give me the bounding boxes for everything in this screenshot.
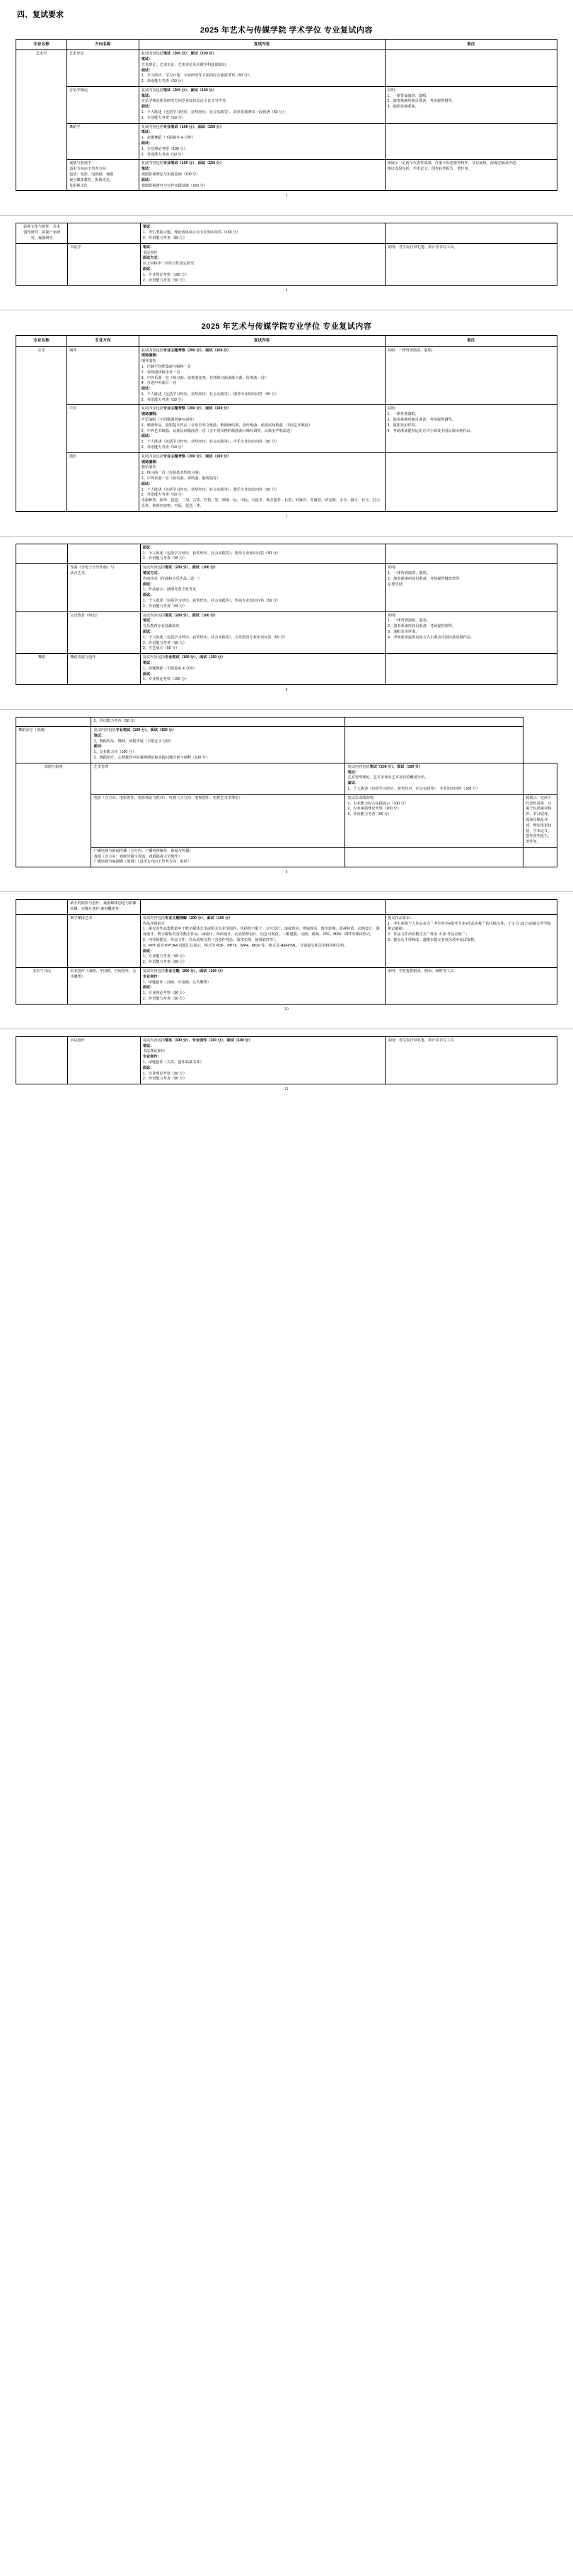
cell-content: 复试内容包括专业笔试（100 分）、面试（150 分） 笔试： 1、舞蹈作品、舞种、风格开展（不限定 2 分钟） 面试： 1、专业能力评（100 分） 2、舞蹈治疗、心理教育中的案例理论和实践问题分析与阐释（100 分） <box>91 726 345 763</box>
cell-content: 复试内容包括专业主题（200 分）、面试（100 分） 专业创作： 1、命题创作（油画、中国画、公共雕塑） 面试： 1、专业理论考察（50 分） 2、外语能力考查（50 分） <box>140 968 385 1005</box>
table-row <box>16 794 557 847</box>
cell-direction: 广播电视与新闻传播（含方向：广播电视编导、新闻与传播） 戏剧（含方向：戏剧导演与表演、戏剧影视文学创作） 广播电视与编剧播（领域）（适用方向由于培养方向：电影） <box>91 847 345 867</box>
table-row <box>16 405 557 452</box>
cell-content <box>345 847 523 867</box>
cell-content: 复试内容包括笔试（200 分）、面试（100 分） 笔试： 艺术管理理论、艺术市场及艺术项目的概述分析。 面试： 1、个人陈述（包括学习经历、获奖经历、社会实践等）、专业知识问答（100 分） <box>345 763 523 794</box>
cell-content: 复试内容包括专业笔试（100 分）、面试（150 分） 笔试： 戏剧影视理论与实践基础（100 分） 面试： 戏剧影视研究与写作实践基础（150 分） <box>139 160 385 191</box>
cell-major: 美术与书法 <box>16 968 68 1005</box>
complex-requirements-table <box>16 544 557 685</box>
cell-major <box>16 564 68 611</box>
cell-note: 说明： 1、一律背谱演唱。 2、演奏系统形曲目准备，考场提供钢琴。 3、演唱及用伴奏。 4、考场准备提供运用方式小调及中国民族风格作品。 <box>385 405 557 452</box>
page-title: 2025 年艺术与传媒学院 学术学位 专业复试内容 <box>199 26 374 35</box>
cell-direction: 美术创作（油画、中国画、空间创作、公共雕塑） <box>68 968 141 1005</box>
cell-major <box>16 611 68 654</box>
cell-note: 提交作品要求： 1、考生须将个人作品及为＂考生姓名+报考专业+作品名称＂的压缩文件，于 3 月 15 日前提交至学院指定邮箱； 2、作品文件命名格式为＂姓名-专业-作品名称＂； 3、提交后不得修改，逾期未提交者视为放弃复试资格。 <box>386 914 557 967</box>
page-number: 9 <box>285 870 288 875</box>
cell-note: 视展示一定两个代表性成果，注重于综述素材构件、节目展现、深度定稿及评述。理论成果包括、学术论文、创作获奖报告、著作等。 <box>523 794 557 847</box>
table-row <box>16 160 557 191</box>
cell-content: 面试： 1、个人陈述（包括学习经历、获奖经历、社会实践等）、器乐专业知识问答（50 分） 2、外语能力考查（50 分） <box>140 544 385 563</box>
cell-content <box>140 900 385 915</box>
table-row <box>16 847 557 867</box>
cell-direction: 艺术评论 <box>66 50 139 87</box>
page-number: 7 <box>285 514 288 519</box>
cell-major: 艺术学 <box>16 50 67 191</box>
complex-requirements-table <box>16 1036 557 1084</box>
cell-content: 复试内容包括专业主题考察（200 分）、面试（100 分） 现场演奏： 器乐演奏 1、练习曲一首（包括技术性练习曲） 2、中外乐曲一首（协奏曲、奏鸣曲、独奏曲等） 面试： 1、个人陈述（包括学习经历、获奖经历、社会实践等）、器乐专业知识问答（50 分） 2、外语能力考查（50 分） 乐器种类：扬琴、琵琶、二胡、古筝、竹笛、笙、唢呐、阮、中阮、大提琴、低音提琴、长笛、双簧管、单簧管、萨克斯、小号、圆号、长号、打击乐等，依照内容格、中阮、琵琶一类。 <box>139 452 385 511</box>
cell-direction <box>68 544 141 563</box>
table-row <box>16 900 557 915</box>
cell-content: 复试内容包括专业主题考察（200 分）、面试（100 分） 现场演奏： 钢琴演奏 1、巴赫平均律集曲与赋格一首 2、奏鸣曲快板乐章一首 3、中外乐曲一首（练习曲、前奏曲变奏、肖邦练习曲或练习曲、协奏曲一首） 4、自选中外曲目一首 面试： 1、个人陈述（包括学习经历、获奖经历、社会实践等）、钢琴专业知识问答（50 分） 2、外语能力考查（50 分） <box>139 346 385 405</box>
table-row <box>16 763 557 794</box>
col-header-direction: 专业方向 <box>66 336 139 346</box>
cell-content: 笔试： 书法创作 面试方式： 以上材料审一次综合性指定研究 面试： 1、专业理论考察（100 分） 2、外语能力考查（50 分） <box>140 243 385 286</box>
table-row <box>16 223 557 243</box>
document-page <box>0 1029 573 1096</box>
cell-note: 说明：一律背谱演奏、演唱。 <box>385 346 557 405</box>
cell-direction: 舞蹈治疗（领域） <box>16 726 91 763</box>
col-header-major: 专业名称 <box>16 336 67 346</box>
cell-note <box>385 50 557 87</box>
table-row <box>16 86 557 123</box>
cell-note: 视展示一定两个代表性成果，注重于综述素材构件、节目展现、深度定稿及评述。 理论成果包括、学术论文、创作获奖报告、著作等。 <box>385 160 557 191</box>
table-row <box>16 123 557 160</box>
cell-content: 复试内容包括专业笔试（100 分）、面试（150 分） 笔试： 1、命题舞蹈（不限篇名 4 分钟） 面试： 1、专业理论考察（100 分） <box>140 654 385 685</box>
section-heading: 四、复试要求 <box>17 11 64 19</box>
cell-major <box>16 900 68 915</box>
table-row <box>16 346 557 405</box>
table-row <box>16 718 557 727</box>
cell-direction: 音乐教育（师范） <box>68 611 141 654</box>
col-header-note: 备注 <box>385 336 557 346</box>
table-row <box>16 50 557 87</box>
cell-content: 复试内容包括笔试（200 分）、面试（100 分） 笔试： 音乐教育专业基础知识 面试： 1、个人陈述（包括学习经历、获奖经历、社会实践等）、音乐教育专业知识问答（50 分） 2、外语能力考查（50 分） 3、才艺展示（50 分） <box>140 611 385 654</box>
document-page <box>0 310 573 535</box>
cell-direction: 书法学 <box>68 243 141 286</box>
cell-major: 舞蹈 <box>16 654 68 685</box>
complex-requirements-table <box>16 717 557 867</box>
cell-major <box>16 544 68 563</box>
cell-direction: 舞蹈表演与创作 <box>68 654 141 685</box>
cell-note <box>386 223 557 243</box>
cell-direction: 声乐 <box>66 405 139 452</box>
cell-content: 2、外语能力考查（50 分） <box>91 718 345 727</box>
cell-direction: 钢琴 <box>66 346 139 405</box>
cell-note <box>386 544 557 563</box>
page-number: 11 <box>284 1087 289 1092</box>
col-header-direction: 方向名称 <box>66 40 139 50</box>
col-header-content: 复试内容 <box>139 336 385 346</box>
document-page <box>0 216 573 310</box>
cell-content: 笔试： 1、考生类指示题、理论成果展示及专业知识问答（150 分） 2、外语能力考查（50 分） <box>140 223 385 243</box>
cell-direction: 戏剧与影视学 适用方向由于培养方向 包括：电影、电视剧、戏剧 视与媒体教育、影视史论、 及影视文化 <box>66 160 139 191</box>
cell-note: 说明：考生需自带毛笔、墨汁等书写工具 <box>386 1036 557 1084</box>
cell-major: 音乐 <box>16 346 67 511</box>
cell-major <box>16 243 68 286</box>
cell-content: 复试内容包括专业主题考察（200 分）、面试（100 分） 现场演唱： 声乐演唱（不同歌剧类咏叹调等） 1、歌剧作品、演唱基本作品（音乐中外文歌曲、歌剧咏叹调、创作歌曲、民族民间歌曲、中国艺术歌曲） 2、中外艺术歌曲、民族民间歌曲各一首（含不同风格的歌剧曲目咏叹调等、民歌美声唱法选） 面试： 1、个人陈述（包括学习经历、获奖经历、社会实践等）、声乐专业知识问答（50 分） 2、外语能力考查（50 分） <box>139 405 385 452</box>
cell-note: 说明：学校提供纸张、画布、颜料等工具 <box>386 968 557 1005</box>
page-number: 8 <box>285 688 288 693</box>
cell-note: 说明：考生需自带毛笔、墨汁等书写工具。 <box>386 243 557 286</box>
table-header-row <box>16 336 557 346</box>
table-row <box>16 564 557 611</box>
complex-requirements-table <box>16 899 557 1005</box>
cell-note <box>523 763 557 794</box>
cell-content: 复试内容包括笔试（200 分）、面试（100 分） 笔试： 音乐学理论相关研究方向专业知识及论文论文写作等。 面试： 1、个人陈述（包括学习经历、获奖经历、社会实践等）、简单乐器弹奏一段视谱（50 分）； 2、专业能力考查（50 分） <box>139 86 385 123</box>
page-title: 2025 年艺术与传媒学院专业学位 专业复试内容 <box>201 322 372 332</box>
cell-direction: 新手的软影与创作、戏剧媒体创造与影像传播、实媒片创作 素材概述等 <box>68 900 141 915</box>
cell-note <box>386 900 557 915</box>
cell-direction: 书法创作 <box>68 1036 141 1084</box>
cell-major: 戏剧与影视 <box>16 763 91 867</box>
table-row <box>16 452 557 511</box>
cell-content: 复试内容包括笔试（200 分）、面试（100 分） 笔试方式： 作曲技术（作曲和音乐作品二选一） 面试： 1、作品展示、演唱考查上机考试 面试： 1、个人陈述（包括学习经历、获奖经历、社会实践等）、作曲专业知识问答（50 分） 2、外语能力考查（50 分） <box>140 564 385 611</box>
col-header-major: 专业名称 <box>16 40 67 50</box>
table-row <box>16 243 557 286</box>
table-row <box>16 544 557 563</box>
cell-note <box>345 726 523 763</box>
cell-note: 说明： 1、一律背谱演奏、演唱。 2、演奏系统形曲目准备，考场提供键盘类等 必要乐材。 <box>386 564 557 611</box>
table-row <box>16 611 557 654</box>
cell-content: 复试总成绩说明： 1、专业能力综合实践展示（100 分） 2、专业素质理论考察（100 分） 3、外语能力考查（50 分） <box>345 794 523 847</box>
table-row <box>16 914 557 967</box>
complex-requirements-table <box>16 335 557 511</box>
cell-direction: 电影（含方向：电影创作、电影理论与批评）、电视（含方向：电视创作、电视艺术学理论） <box>91 794 345 847</box>
cell-direction: 舞蹈学 <box>66 123 139 160</box>
cell-note <box>385 123 557 160</box>
cell-major <box>16 1036 68 1084</box>
table-row <box>16 968 557 1005</box>
cell-direction: 艺术管理 <box>91 763 345 794</box>
table-row <box>16 726 557 763</box>
cell-content: 复试内容包括专业主题理解（200 分）、面试（100 分） 作品评阅报告： 1、提交的作品集数量中于数字媒体艺术或相关专业范围内，包括但不限于：交互设计、虚拟现实、增强现实、数字影像、影视特效、动画设计、游戏设计、数字媒体内容等数字作品、UI设计、界面设计、动态图形设计、信息可视化、三维建模、动画、视频、JPG、MP4、PPT等媒体形式。 2、内容须提交：作品文件、作品说明文档（含创作理念、技术实现、使用软件等）。 3、PPT 或为 PPT/A4 封面汇总展示、格式为 PDF、PPTX、MP4、MOV 等，格式及 H5/HTML，并请提交相关资料说明文档。 面试： 1、专业能力考查（50 分） 2、外语能力考查（50 分） <box>140 914 385 967</box>
cell-note <box>523 847 557 867</box>
cell-content: 复试内容包括笔试（200 分）、面试（100 分） 笔试： 艺术理论、艺术史论、艺术评论及关联学科基础知识。 面试： 1、学习经历、学习计划、专业研究等方面的综合素质考察（50 分）； 2、外语能力考查（50 分） <box>139 50 385 87</box>
page-number: 10 <box>284 1007 289 1012</box>
document-page <box>0 537 573 709</box>
cell-major: 影视文化与创作、美术 创作研究、影视产业研 究、戏剧研究 <box>16 223 68 243</box>
complex-requirements-table <box>16 223 557 286</box>
document-page <box>0 0 573 215</box>
complex-requirements-table <box>16 39 557 191</box>
table-row <box>16 654 557 685</box>
col-header-content: 复试内容 <box>139 40 385 50</box>
page-number: 6 <box>285 288 288 293</box>
col-header-note: 备注 <box>385 40 557 50</box>
cell-direction: 作曲（含电子音乐作曲）与 录音艺术 <box>68 564 141 611</box>
cell-note: 说明： 1、一律背谱演唱、演奏。 2、演奏系统形曲目准备，考场提供钢琴。 3、演唱及用伴奏。 4、考场准备提供运用方式小调及中国民族风格作品。 <box>386 611 557 654</box>
document-page <box>0 892 573 1029</box>
cell-direction: 数字媒体艺术 <box>68 914 141 967</box>
cell-direction: 器乐 <box>66 452 139 511</box>
cell-note <box>386 654 557 685</box>
cell-direction <box>68 223 141 243</box>
cell-content: 复试内容包括笔试（100 分）、专业创作（100 分）、面试（100 分） 笔试： 书法理论知识 专业创作： 1、命题创作（古体、创作临摹书体） 面试： 1、专业理论考察（50 分） 2、外语能力考查（50 分） <box>140 1036 385 1084</box>
cell-note <box>345 718 523 727</box>
table-row <box>16 1036 557 1084</box>
cell-note <box>385 452 557 511</box>
cell-direction <box>16 718 91 727</box>
table-header-row <box>16 40 557 50</box>
cell-direction: 音乐学理论 <box>66 86 139 123</box>
cell-major <box>16 914 68 967</box>
cell-content: 复试内容包括专业笔试（100 分）、面试（150 分） 笔试： 1、命题舞蹈（不限篇名 4 分钟） 面试： 1、专业理论考察（100 分） 2、外语能力考查（50 分） <box>139 123 385 160</box>
document-page <box>0 710 573 891</box>
cell-note: 说明： 1、一律背诵演奏、演唱。 2、演奏系统形曲目准备，考场提供钢琴。 3、演唱及视唱曲。 <box>385 86 557 123</box>
page-number: 1 <box>285 194 288 199</box>
